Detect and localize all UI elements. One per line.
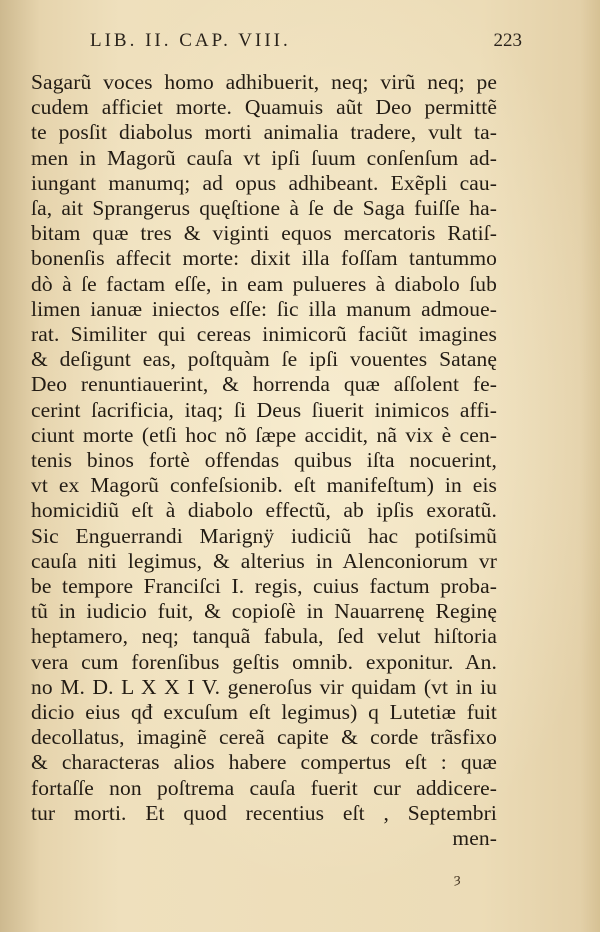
text-line: Sic Enguerrandi Marignÿ iudiciũ hac potiſsimũ xyxy=(31,523,497,548)
text-line: iungant manumq; ad opus adhibeant. Exẽpli cau- xyxy=(31,170,497,195)
page-header xyxy=(90,30,522,56)
page-number: 223 xyxy=(493,30,522,51)
text-line: be tempore Franciſci I. regis, cuius factum proba- xyxy=(31,574,497,598)
text-line: tũ in iudicio fuit, & copioſè in Nauarrenę Reginę xyxy=(31,599,497,624)
text-line: tenis binos fortè offendas quibus iſta nocuerint, xyxy=(31,448,497,472)
text-line: tur morti. Et quod recentius eſt , Septembri xyxy=(31,800,497,825)
text-line: dicio eius qđ excuſum eſt legimus) q Lutetiæ fuit xyxy=(31,700,497,724)
text-line: fortaſſe non poſtrema cauſa fuerit cur addicere- xyxy=(31,775,497,800)
text-line: & deſigunt eas, poſtquàm ſe ipſi vouentes Satanę xyxy=(31,347,497,372)
signature-mark: ȝ xyxy=(454,872,461,887)
text-line: cauſa niti legimus, & alterius in Alenconiorum vr xyxy=(31,548,497,573)
text-line: ſa, ait Sprangerus quęſtione à ſe de Saga fuiſſe ha- xyxy=(31,196,497,220)
text-line: cerint ſacrificia, itaq; ſi Deus ſiuerit inimicos affi- xyxy=(31,397,497,422)
text-line: heptamero, neq; tanquã fabula, ſed velut hiſtoria xyxy=(31,624,497,649)
text-line: men- xyxy=(452,826,497,850)
running-head: LIB. II. CAP. VIII. xyxy=(90,30,291,51)
text-line: bitam quæ tres & viginti equos mercatoris Ratiſ- xyxy=(31,221,497,246)
text-line: vt ex Magorũ confeſsionib. eſt manifeſtum) in eis xyxy=(31,473,497,498)
text-line: cudem afficiet morte. Quamuis aũt Deo permittẽ xyxy=(31,95,497,120)
text-line: te posſit diabolus morti animalia tradere, vult ta- xyxy=(31,120,497,145)
text-line: & characteras alios habere compertus eſt : quæ xyxy=(31,750,497,775)
text-line: homicidiũ eſt à diabolo effectũ, ab ipſis exoratũ. xyxy=(31,498,497,523)
text-line: ciunt morte (etſi hoc nõ ſæpe accidit, nã vix è cen- xyxy=(31,422,497,447)
text-line: Deo renuntiauerint, & horrenda quæ aſſolent fe- xyxy=(31,372,497,397)
text-line: rat. Similiter qui cereas inimicorũ faciũt imagines xyxy=(31,322,497,346)
text-line: no M. D. L X X I V. generoſus vir quidam (vt in iu xyxy=(31,674,497,699)
text-line: vera cum forenſibus geſtis omnib. exponitur. An. xyxy=(31,649,497,674)
text-line: Sagarũ voces homo adhibuerit, neq; virũ neq; pe xyxy=(31,70,497,94)
text-line: bonenſis affecit morte: dixit illa foſſam tantummo xyxy=(31,246,497,271)
text-line: decollatus, imaginẽ cereã capite & corde trãsfixo xyxy=(31,725,497,750)
text-line: dò à ſe factam eſſe, in eam pulueres à diabolo ſub xyxy=(31,271,497,296)
text-line: limen ianuæ iniectos eſſe: ſic illa manum admoue- xyxy=(31,296,497,321)
text-line: men in Magorũ cauſa vt ipſi ſuum conſenſum ad- xyxy=(31,145,497,170)
